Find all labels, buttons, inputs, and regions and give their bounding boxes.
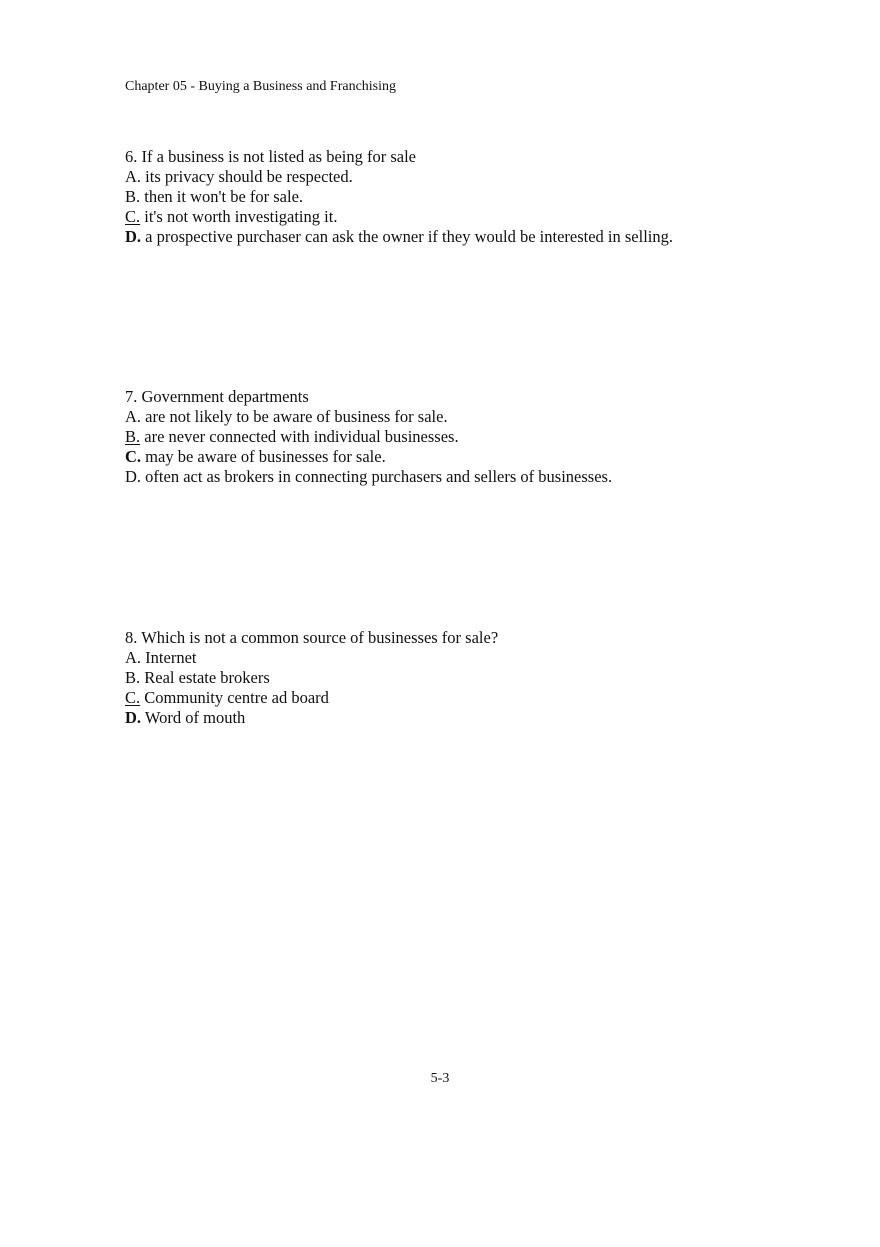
page-number: 5-3 <box>430 1071 450 1086</box>
question-7 <box>125 387 612 487</box>
question-stem: 6. If a business is not listed as being for sale <box>125 147 416 166</box>
answer-option-c <box>125 688 498 708</box>
question-6 <box>125 147 673 247</box>
option-letter: B. <box>125 187 141 206</box>
option-letter: D. <box>125 467 142 486</box>
option-text: it's not worth investigating it. <box>140 207 338 226</box>
answer-option-c-correct <box>125 447 612 467</box>
answer-option-d-correct <box>125 227 673 247</box>
option-text: often act as brokers in connecting purchasers and sellers of businesses. <box>141 467 613 486</box>
answer-option-a <box>125 648 498 668</box>
chapter-header: Chapter 05 - Buying a Business and Franchising <box>125 79 397 94</box>
option-text: its privacy should be respected. <box>141 167 353 186</box>
option-text: are never connected with individual businesses. <box>140 427 459 446</box>
option-text: Real estate brokers <box>140 668 270 687</box>
answer-option-a <box>125 407 612 427</box>
answer-option-b <box>125 668 498 688</box>
answer-option-d-correct <box>125 708 498 728</box>
option-letter-underlined: B. <box>125 427 141 446</box>
option-letter-bold: D. <box>125 708 142 727</box>
question-8 <box>125 628 498 728</box>
answer-option-c <box>125 207 673 227</box>
option-letter-bold: D. <box>125 227 142 246</box>
answer-option-b <box>125 427 612 447</box>
answer-option-b <box>125 187 673 207</box>
option-letter-bold: C. <box>125 447 142 466</box>
option-text: Word of mouth <box>141 708 246 727</box>
option-text: Internet <box>141 648 197 667</box>
question-stem: 8. Which is not a common source of businesses for sale? <box>125 628 499 647</box>
option-text: a prospective purchaser can ask the owner if they would be interested in selling. <box>141 227 673 246</box>
option-text: are not likely to be aware of business for sale. <box>141 407 448 426</box>
option-text: may be aware of businesses for sale. <box>141 447 386 466</box>
option-letter-underlined: C. <box>125 688 141 707</box>
option-letter: A. <box>125 648 142 667</box>
question-stem: 7. Government departments <box>125 387 309 406</box>
option-letter-underlined: C. <box>125 207 141 226</box>
option-letter: B. <box>125 668 141 687</box>
option-letter: A. <box>125 407 142 426</box>
option-text: then it won't be for sale. <box>140 187 304 206</box>
option-text: Community centre ad board <box>140 688 329 707</box>
answer-option-d <box>125 467 612 487</box>
option-letter: A. <box>125 167 142 186</box>
answer-option-a <box>125 167 673 187</box>
